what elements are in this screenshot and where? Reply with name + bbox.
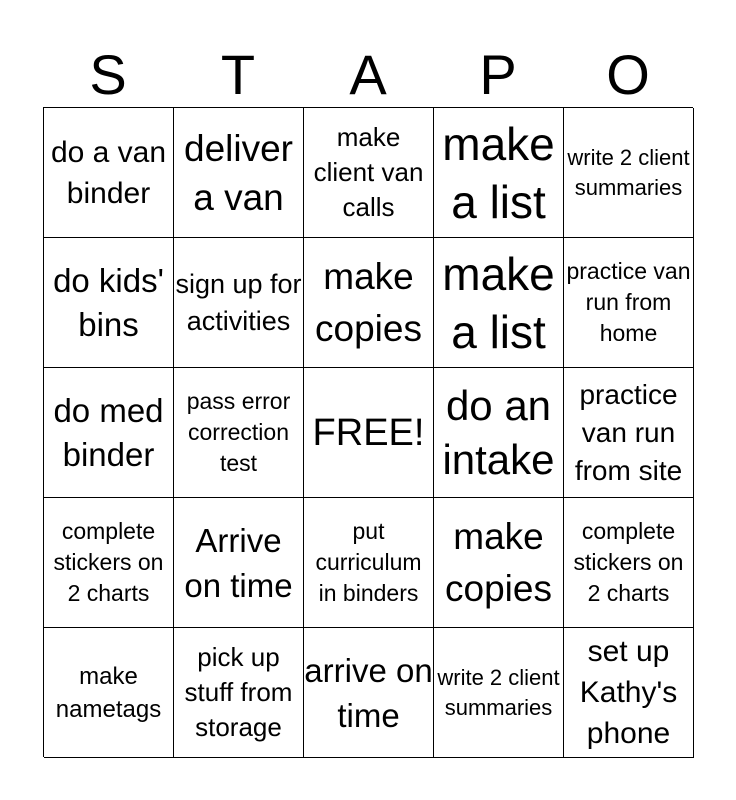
bingo-cell-text: do an intake: [442, 381, 555, 483]
bingo-cell: [304, 628, 434, 758]
bingo-cell: [44, 238, 174, 368]
bingo-cell-text: make client van calls: [313, 122, 424, 222]
bingo-cell-text: do med binder: [53, 391, 164, 473]
bingo-cell-text: set up Kathy's phone: [579, 635, 678, 750]
bingo-cell: [44, 368, 174, 498]
bingo-cell-text: make a list: [442, 247, 555, 358]
bingo-cell: [304, 108, 434, 238]
bingo-cell-text: sign up for activities: [175, 268, 302, 336]
bingo-cell free-space: [304, 368, 434, 498]
bingo-cell-text: practice van run from site: [574, 378, 683, 486]
bingo-cell: [44, 628, 174, 758]
bingo-cell-text: practice van run from home: [566, 258, 691, 346]
bingo-cell: [174, 628, 304, 758]
bingo-cell: [564, 108, 694, 238]
header-letter-s: S: [89, 43, 127, 106]
bingo-cell-text: do kids' bins: [53, 261, 164, 343]
bingo-cell: [434, 628, 564, 758]
header-letter-p: P: [479, 43, 517, 106]
bingo-cell-text: pass error correction test: [186, 388, 291, 476]
bingo-cell-text: put curriculum in binders: [315, 518, 422, 606]
bingo-cell: [304, 498, 434, 628]
bingo-cell: [44, 498, 174, 628]
bingo-cell-text: pick up stuff from storage: [184, 642, 293, 742]
bingo-cell-text: do a van binder: [50, 135, 167, 210]
header-letter-o: O: [606, 43, 650, 106]
bingo-cell: [174, 368, 304, 498]
bingo-cell: [564, 628, 694, 758]
bingo-cell: [564, 498, 694, 628]
bingo-cell-text: complete stickers on 2 charts: [53, 518, 164, 606]
bingo-cell-text: deliver a van: [184, 127, 293, 218]
bingo-cell-text: make nametags: [55, 662, 162, 723]
bingo-cell-text: make copies: [315, 255, 422, 349]
bingo-cell: [434, 108, 564, 238]
bingo-cell-text: complete stickers on 2 charts: [573, 518, 684, 606]
bingo-cell-text: write 2 client summaries: [437, 664, 560, 720]
bingo-cell-text: arrive on time: [304, 651, 433, 734]
bingo-cell: [434, 368, 564, 498]
bingo-cell-text: make a list: [442, 117, 555, 228]
free-space-text: FREE!: [312, 411, 425, 454]
bingo-cell: [434, 238, 564, 368]
bingo-cell: [44, 108, 174, 238]
bingo-cell-text: make copies: [445, 515, 552, 609]
bingo-cell-text: write 2 client summaries: [567, 144, 690, 200]
header-letter-t: T: [220, 43, 256, 106]
bingo-cell: [564, 238, 694, 368]
header-letter-a: A: [349, 43, 387, 106]
bingo-cell-text: Arrive on time: [184, 521, 293, 604]
bingo-cell: [174, 108, 304, 238]
bingo-cell: [174, 498, 304, 628]
bingo-cell: [434, 498, 564, 628]
bingo-cell: [564, 368, 694, 498]
bingo-board: [43, 107, 693, 757]
bingo-cell: [174, 238, 304, 368]
bingo-header: [43, 40, 693, 106]
bingo-cell: [304, 238, 434, 368]
